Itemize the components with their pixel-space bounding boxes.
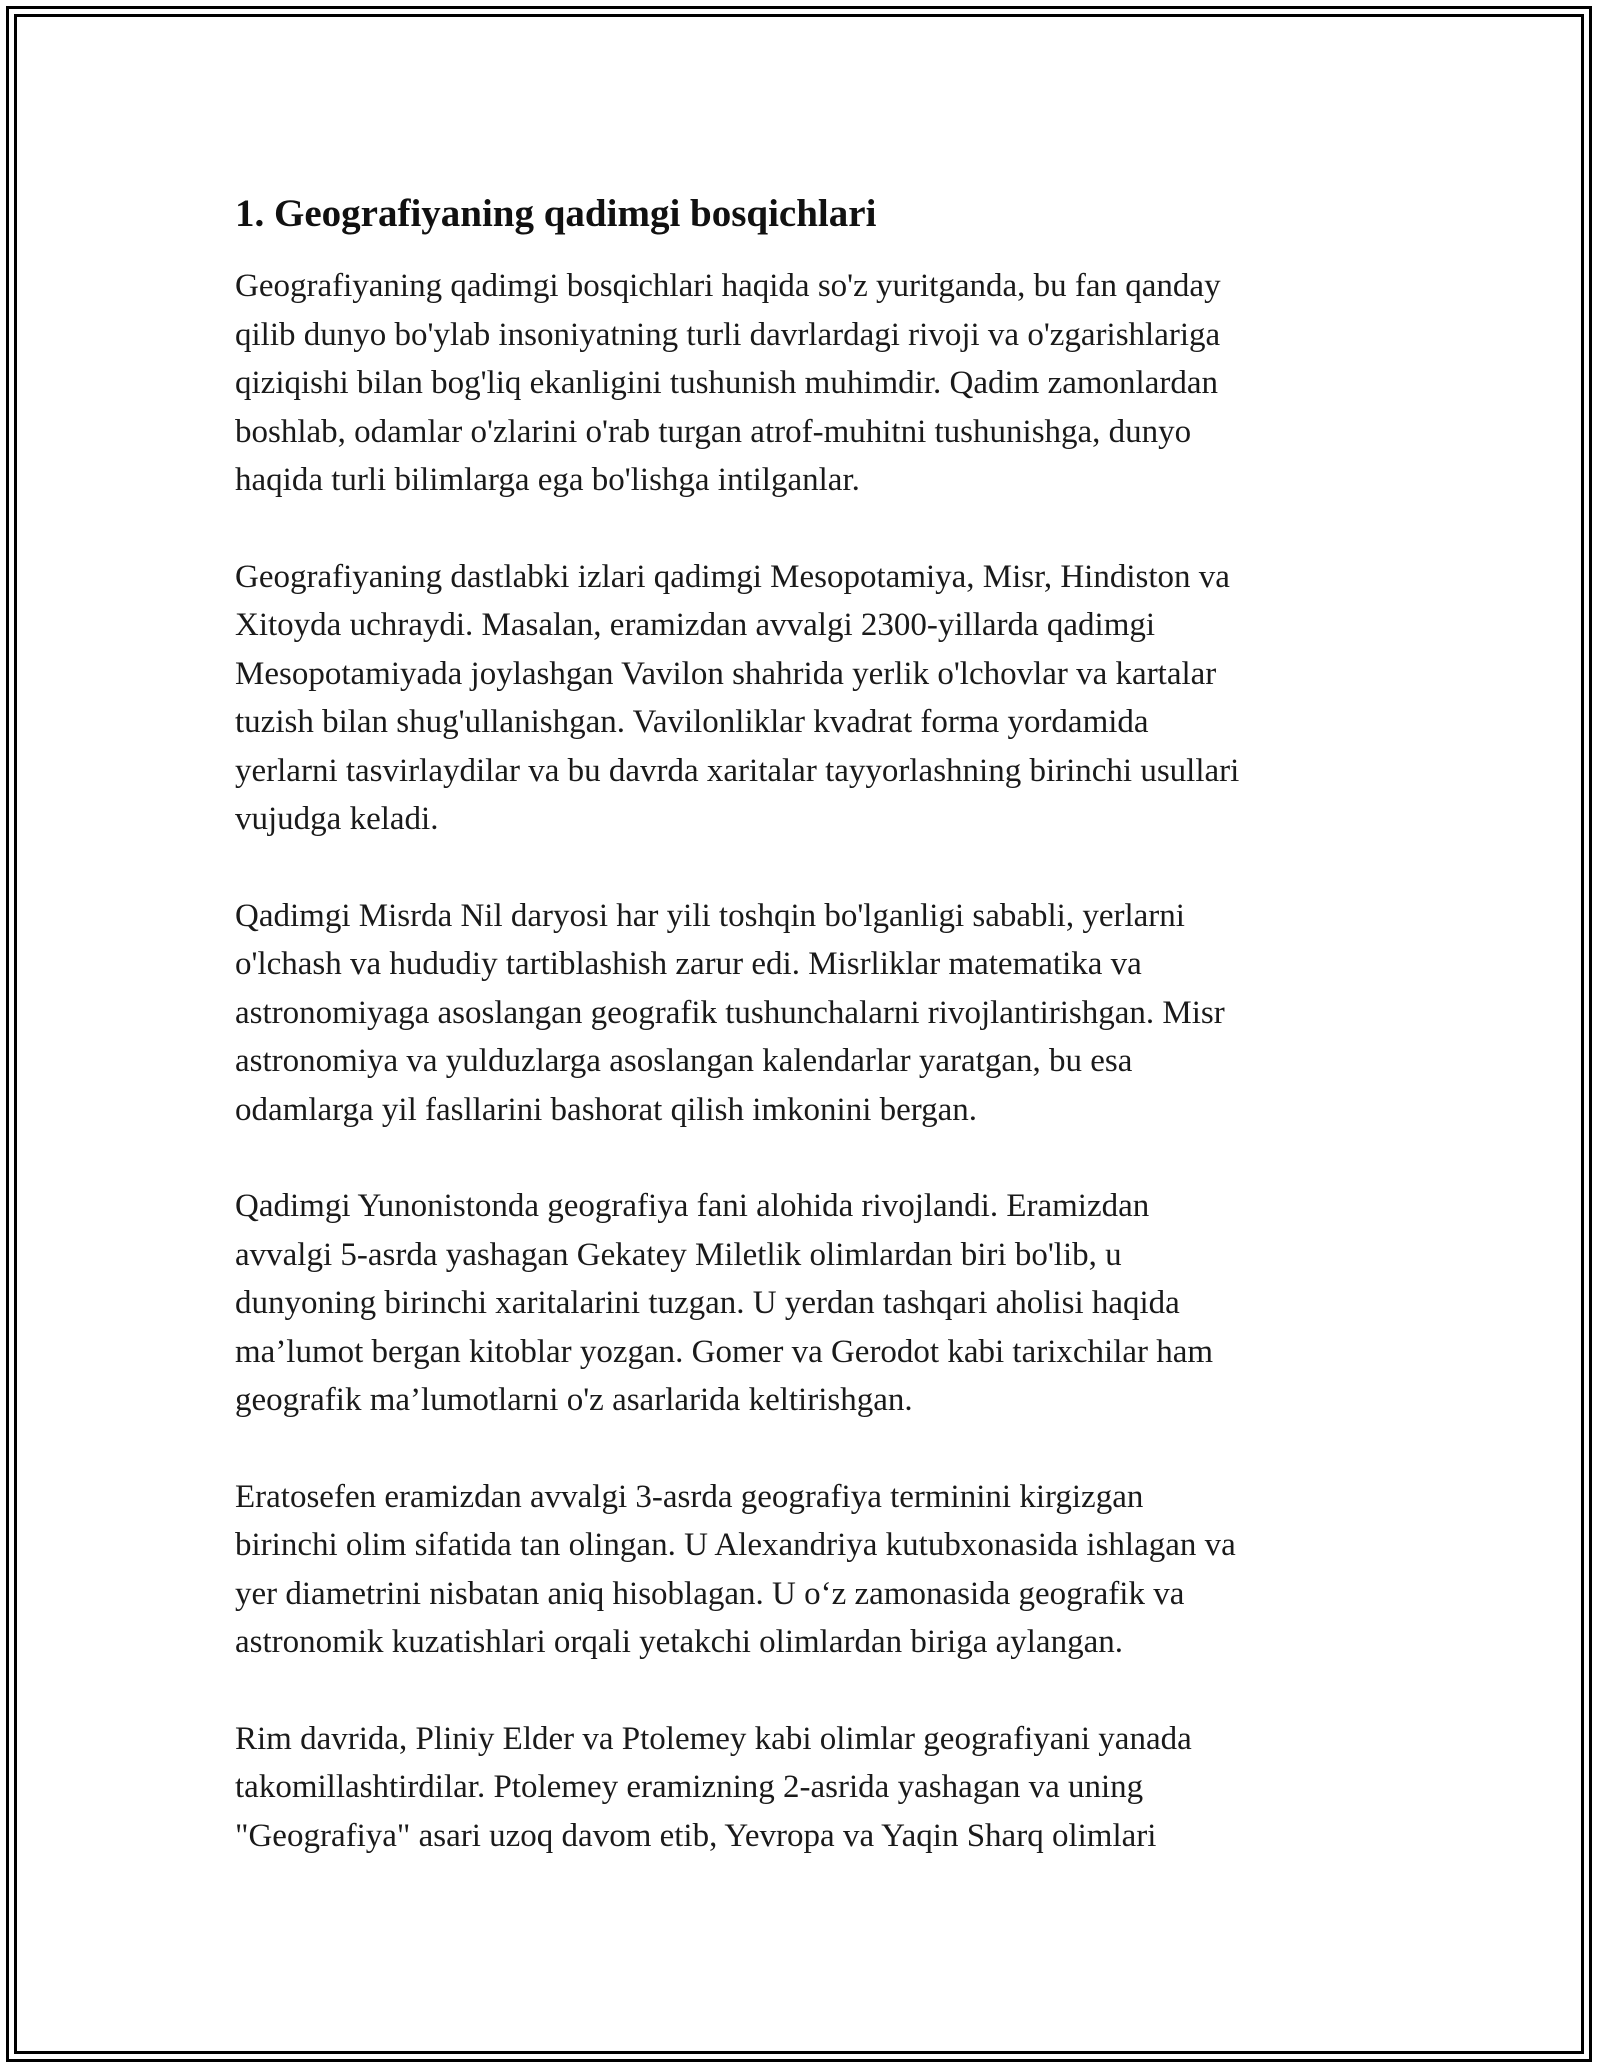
paragraph-1: Geografiyaning qadimgi bosqichlari haqida so'z yuritganda, bu fan qanday qilib dunyo bo'ylab insoniyatning turli davrlardagi rivoji va o'zgarishlariga qiziqishi bilan bog'liq ekanligini tushunish muhimdir. Qadim zamonlardan boshlab, odamlar o'zlarini o'rab turgan atrof-muhitni tushunishga, dunyo haqida turli bilimlarga ega bo'lishga intilganlar. (235, 268, 1221, 498)
paragraph-3: Qadimgi Misrda Nil daryosi har yili toshqin bo'lganligi sababli, yerlarni o'lchash va hududiy tartiblashish zarur edi. Misrliklar matematika va astronomiyaga asoslangan geografik tushunchalarni rivojlantirishgan. Misr astronomiya va yulduzlarga asoslangan kalendarlar yaratgan, bu esa odamlarga yil fasllarini bashorat qilish imkonini bergan. (235, 897, 1225, 1128)
section-heading: 1. Geografiyaning qadimgi bosqichlari (235, 192, 877, 235)
paragraph-4: Qadimgi Yunonistonda geografiya fani alohida rivojlandi. Eramizdan avvalgi 5-asrda yashagan Gekatey Miletlik olimlardan biri bo'lib, u dunyoning birinchi xaritalarini tuzgan. U yerdan tashqari aholisi haqida ma’lumot bergan kitoblar yozgan. Gomer va Gerodot kabi tarixchilar ham geografik ma’lumotlarni o'z asarlarida keltirishgan. (235, 1188, 1214, 1418)
paragraph-6: Rim davrida, Pliniy Elder va Ptolemey kabi olimlar geografiyani yanada takomillashtirdilar. Ptolemey eramizning 2-asrida yashagan va uning "Geografiya" asari uzoq davom etib, Yevropa va Yaqin Sharq olimlari (235, 1720, 1192, 1854)
document-body (235, 188, 1365, 1908)
paragraph-5: Eratosefen eramizdan avvalgi 3-asrda geografiya terminini kirgizgan birinchi olim sifatida tan olingan. U Alexandriya kutubxonasida ishlagan va yer diametrini nisbatan aniq hisoblagan. U o‘z zamonasida geografik va astronomik kuzatishlari orqali yetakchi olimlardan biriga aylangan. (235, 1478, 1236, 1660)
paragraph-2: Geografiyaning dastlabki izlari qadimgi Mesopotamiya, Misr, Hindiston va Xitoyda uchraydi. Masalan, eramizdan avvalgi 2300-yillarda qadimgi Mesopotamiyada joylashgan Vavilon shahrida yerlik o'lchovlar va kartalar tuzish bilan shug'ullanishgan. Vavilonliklar kvadrat forma yordamida yerlarni tasvirlaydilar va bu davrda xaritalar tayyorlashning birinchi usullari vujudga keladi. (235, 558, 1240, 837)
